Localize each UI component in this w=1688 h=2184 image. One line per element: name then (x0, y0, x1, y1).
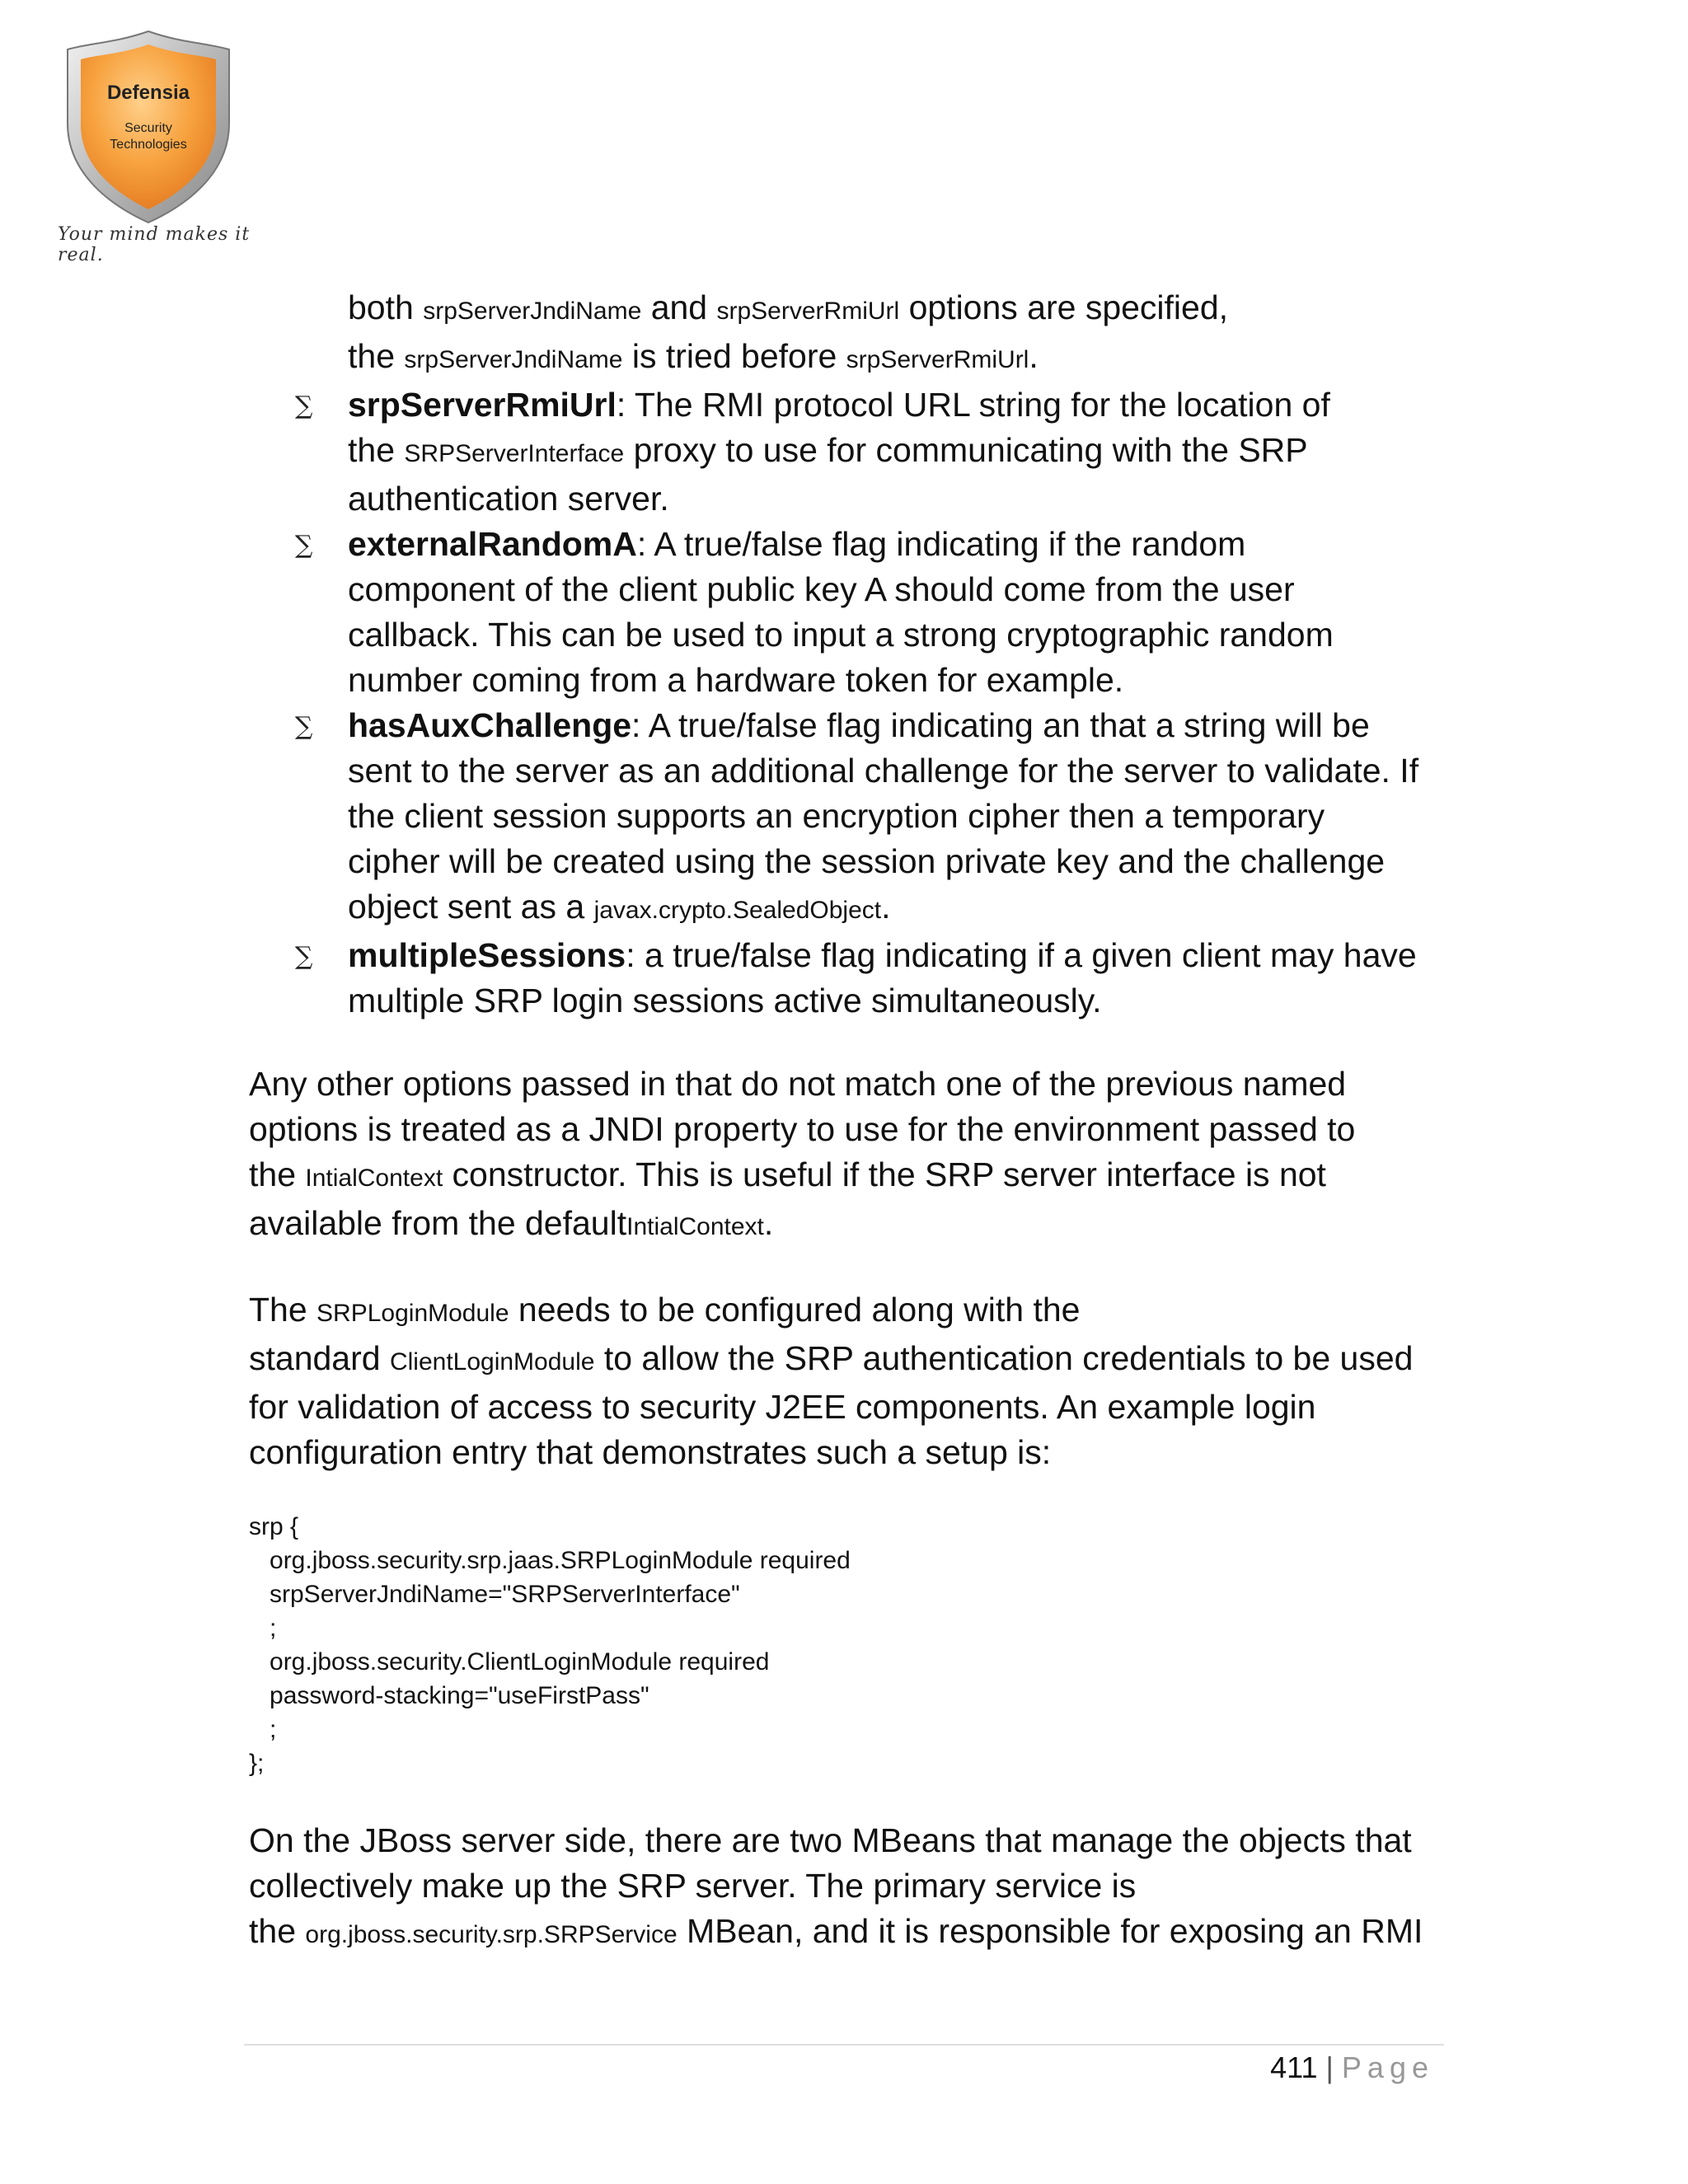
logo-subtitle-1: Security (124, 121, 172, 135)
code-line: org.jboss.security.srp.jaas.SRPLoginModule required (249, 1547, 851, 1574)
code-line: ; (249, 1716, 277, 1743)
code-line: srp { (249, 1513, 299, 1540)
text-line: the srpServerJndiName is tried before srpServerRmiUrl. (348, 337, 1039, 375)
code-line: ; (249, 1615, 277, 1642)
logo-title: Defensia (106, 82, 190, 104)
paragraph-other-options: Any other options passed in that do not match one of the previous named options is treated as a JNDI property to use for the environment passed to the IntialContext constructor. This is useful if the SRP server interface is not available from the defaultIntialContext. (249, 1065, 1356, 1242)
bullet-sigma-icon: ∑ (295, 942, 313, 971)
footer-divider (244, 2044, 1444, 2046)
page-content (249, 285, 1452, 1957)
option-multipleSessions: ∑ multipleSessions: a true/false flag indicating if a given client may have multiple SRP login sessions active simultaneously. (249, 933, 1452, 1024)
code-line: password-stacking="useFirstPass" (249, 1682, 649, 1709)
bullet-sigma-icon: ∑ (295, 391, 313, 420)
page-label: Page (1341, 2050, 1434, 2084)
code-example (249, 1510, 1452, 1780)
text-line: both srpServerJndiName and srpServerRmiUrl options are specified, (348, 288, 1229, 326)
code-line: srpServerJndiName="SRPServerInterface" (249, 1581, 740, 1608)
option-srpServerRmiUrl: ∑ srpServerRmiUrl: The RMI protocol URL string for the location of the SRPServerInterface proxy to use for communicating with the SRP authentication server. (249, 382, 1452, 522)
code-line: }; (249, 1750, 265, 1777)
page-number: 411 (1270, 2050, 1318, 2084)
footer-separator: | (1325, 2050, 1334, 2084)
company-logo (58, 25, 239, 255)
paragraph-srp-login-module: The SRPLoginModule needs to be configured along with the standard ClientLoginModule to allow the SRP authentication credentials to be used for validation of access to security J2EE components. An example login configuration entry that demonstrates such a setup is: (249, 1291, 1414, 1471)
logo-tagline: Your mind makes it real. (58, 224, 251, 265)
paragraph-jboss-server-side: On the JBoss server side, there are two MBeans that manage the objects that collectively make up the SRP server. The primary service is the org.jboss.security.srp.SRPService MBean, and it is responsible for exposing an RMI (249, 1821, 1423, 1950)
code-line: org.jboss.security.ClientLoginModule required (249, 1648, 770, 1675)
option-externalRandomA: ∑ externalRandomA: A true/false flag indicating if the random component of the client public key A should come from the user callback. This can be used to input a strong cryptographic random number coming from a hardware token for example. (249, 522, 1452, 703)
option-hasAuxChallenge: ∑ hasAuxChallenge: A true/false flag indicating an that a string will be sent to the server as an additional challenge for the server to validate. If the client session supports an encryption cipher then a temporary cipher will be created using the session private key and the challenge object sent as a javax.crypto.SealedObject. (249, 703, 1452, 933)
page-footer (1270, 2047, 1434, 2088)
bullet-sigma-icon: ∑ (295, 712, 313, 741)
logo-subtitle-2: Technologies (110, 138, 187, 152)
bullet-sigma-icon: ∑ (295, 531, 313, 560)
